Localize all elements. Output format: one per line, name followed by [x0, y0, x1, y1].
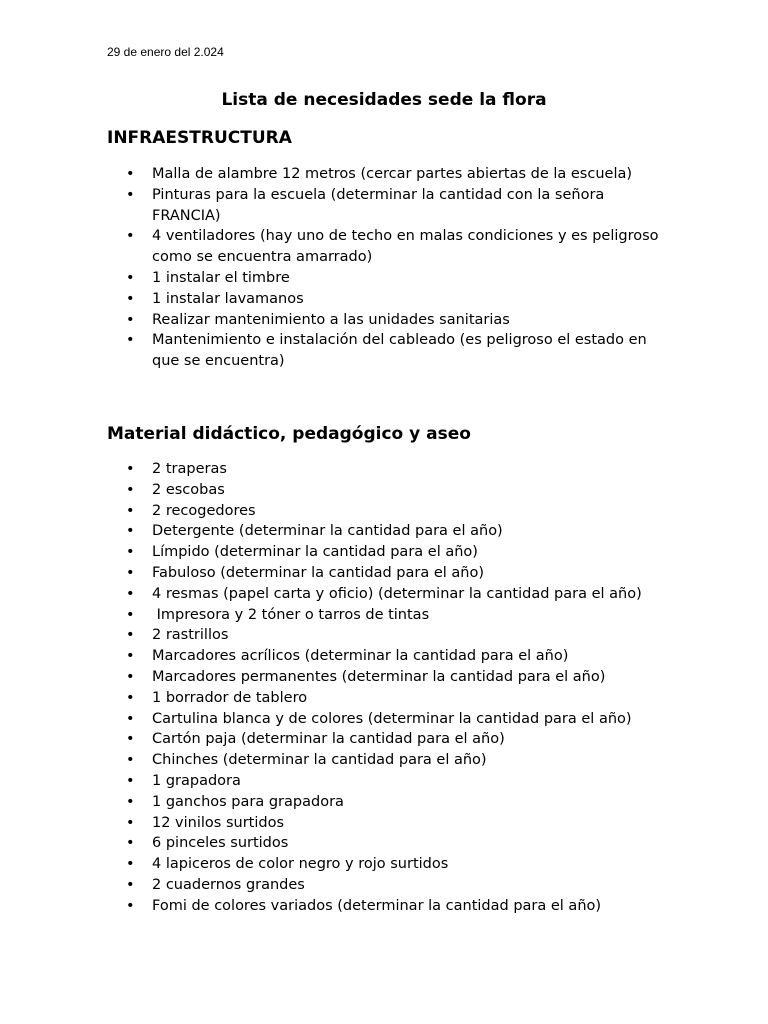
bullet-icon: •	[126, 793, 135, 810]
list-item	[107, 310, 677, 331]
list-item-text: Chinches (determinar la cantidad para el año)	[152, 752, 487, 769]
list-item-text: 2 cuadernos grandes	[152, 876, 305, 893]
list-item	[107, 605, 677, 626]
list-item-text: Detergente (determinar la cantidad para el año)	[152, 523, 503, 540]
list-item	[107, 625, 677, 646]
list-item-text: Fabuloso (determinar la cantidad para el año)	[152, 564, 485, 581]
list-item	[107, 875, 677, 896]
bullet-icon: •	[126, 710, 135, 727]
list-item	[107, 667, 677, 688]
list-item-text: Malla de alambre 12 metros (cercar partes abiertas de la escuela)	[152, 166, 633, 182]
bullet-icon: •	[126, 481, 135, 498]
list-item	[107, 459, 677, 480]
bullet-icon: •	[126, 627, 135, 644]
list-material	[107, 459, 677, 917]
bullet-icon: •	[126, 311, 135, 328]
document-title: Lista de necesidades sede la flora	[221, 90, 547, 110]
bullet-icon: •	[126, 186, 135, 203]
bullet-icon: •	[126, 876, 135, 893]
list-item-text: 12 vinilos surtidos	[152, 814, 285, 831]
list-item	[107, 226, 677, 268]
bullet-icon: •	[126, 814, 135, 831]
list-item-text: Realizar mantenimiento a las unidades sanitarias	[152, 311, 510, 328]
list-item	[107, 164, 677, 185]
bullet-icon: •	[126, 502, 135, 519]
list-item	[107, 896, 677, 917]
list-item	[107, 521, 677, 542]
bullet-icon: •	[126, 689, 135, 706]
list-item-text: Impresora y 2 tóner o tarros de tintas	[152, 606, 430, 623]
section-heading-infraestructura: INFRAESTRUCTURA	[107, 128, 292, 148]
list-item	[107, 480, 677, 501]
list-item-text: Mantenimiento e instalación del cableado (es peligroso el estado en que se encuentra)	[152, 332, 652, 370]
list-item-text: 2 recogedores	[152, 502, 256, 519]
list-item-text: 1 ganchos para grapadora	[152, 793, 344, 810]
list-item	[107, 792, 677, 813]
list-item-text: Marcadores permanentes (determinar la cantidad para el año)	[152, 668, 606, 685]
section-heading-material: Material didáctico, pedagógico y aseo	[107, 424, 471, 444]
bullet-icon: •	[126, 332, 135, 349]
list-item-text: 6 pinceles surtidos	[152, 835, 289, 852]
list-item	[107, 729, 677, 750]
list-infraestructura	[107, 164, 677, 372]
bullet-icon: •	[126, 166, 135, 182]
list-item-text: 1 instalar el timbre	[152, 269, 290, 286]
list-item-text: 4 resmas (papel carta y oficio) (determinar la cantidad para el año)	[152, 585, 642, 602]
list-item-text: Límpido (determinar la cantidad para el año)	[152, 544, 478, 561]
bullet-icon: •	[126, 731, 135, 748]
list-item-text: 2 traperas	[152, 461, 227, 477]
bullet-icon: •	[126, 772, 135, 789]
bullet-icon: •	[126, 897, 135, 914]
bullet-icon: •	[126, 606, 135, 623]
bullet-icon: •	[126, 668, 135, 685]
document-date: 29 de enero del 2.024	[107, 45, 224, 59]
list-item	[107, 330, 677, 372]
list-item	[107, 771, 677, 792]
bullet-icon: •	[126, 585, 135, 602]
list-item-text: 1 instalar lavamanos	[152, 290, 304, 307]
list-item	[107, 289, 677, 310]
bullet-icon: •	[126, 544, 135, 561]
list-item-text: 2 escobas	[152, 481, 225, 498]
list-item	[107, 709, 677, 730]
list-item	[107, 646, 677, 667]
bullet-icon: •	[126, 564, 135, 581]
list-item-text: Cartón paja (determinar la cantidad para el año)	[152, 731, 505, 748]
list-item-text: Fomi de colores variados (determinar la cantidad para el año)	[152, 897, 602, 914]
list-item	[107, 584, 677, 605]
list-item	[107, 833, 677, 854]
bullet-icon: •	[126, 835, 135, 852]
bullet-icon: •	[126, 228, 135, 245]
list-item	[107, 268, 677, 289]
list-item-text: 1 grapadora	[152, 772, 241, 789]
bullet-icon: •	[126, 856, 135, 873]
bullet-icon: •	[126, 648, 135, 665]
list-item-text: 4 lapiceros de color negro y rojo surtidos	[152, 856, 449, 873]
list-item	[107, 750, 677, 771]
list-item-text: 1 borrador de tablero	[152, 689, 308, 706]
list-item-text: 2 rastrillos	[152, 627, 229, 644]
list-item	[107, 563, 677, 584]
list-item-text: 4 ventiladores (hay uno de techo en malas condiciones y es peligroso como se encuentra amarrado)	[152, 228, 664, 266]
list-item	[107, 854, 677, 875]
list-item	[107, 542, 677, 563]
bullet-icon: •	[126, 461, 135, 477]
list-item-text: Pinturas para la escuela (determinar la cantidad con la señora FRANCIA)	[152, 186, 609, 224]
bullet-icon: •	[126, 752, 135, 769]
bullet-icon: •	[126, 523, 135, 540]
list-item	[107, 501, 677, 522]
list-item	[107, 688, 677, 709]
list-item-text: Marcadores acrílicos (determinar la cantidad para el año)	[152, 648, 569, 665]
list-item	[107, 813, 677, 834]
bullet-icon: •	[126, 290, 135, 307]
bullet-icon: •	[126, 269, 135, 286]
list-item-text: Cartulina blanca y de colores (determinar la cantidad para el año)	[152, 710, 632, 727]
list-item	[107, 185, 677, 227]
